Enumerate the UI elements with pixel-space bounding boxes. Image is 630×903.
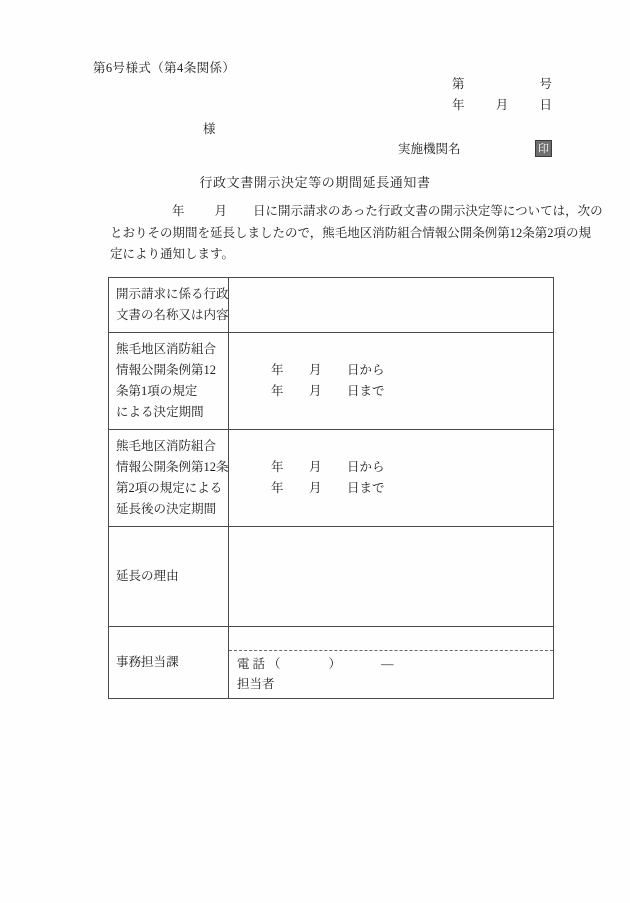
period-to-day: 日まで — [347, 384, 385, 398]
period-from-day: 日から — [347, 363, 385, 377]
label-line: 条第1項の規定 — [116, 384, 198, 398]
contact-details — [229, 651, 553, 698]
number-prefix: 第 — [452, 77, 465, 91]
telephone-dash: — — [381, 657, 394, 671]
period-to-month: 月 — [309, 384, 322, 398]
label-line: 情報公開条例第12条 — [116, 460, 229, 474]
row-label-document-name — [109, 278, 229, 333]
label-line: 熊毛地区消防組合 — [116, 342, 217, 356]
issuer-line — [398, 139, 552, 157]
form-number: 第6号様式（第4条関係） — [93, 61, 236, 75]
document-date-line — [452, 95, 552, 113]
number-suffix: 号 — [539, 77, 552, 91]
document-number-line — [452, 74, 552, 92]
telephone-label: 電話 — [237, 657, 269, 671]
row-label-original-period — [109, 333, 229, 430]
label-line: 開示請求に係る行政 — [116, 287, 229, 301]
row-value-contact[interactable] — [229, 627, 554, 699]
period-from-line — [229, 360, 553, 381]
row-value-original-period[interactable] — [229, 333, 554, 430]
row-label-contact — [109, 627, 229, 699]
contact-department-blank[interactable] — [229, 627, 553, 651]
period-from-month: 月 — [309, 460, 322, 474]
body-year: 年 — [172, 204, 185, 218]
period-from-month: 月 — [309, 363, 322, 377]
page-title: 行政文書開示決定等の期間延長通知書 — [199, 175, 431, 190]
period-to-line — [229, 478, 553, 499]
body-line-3: 定により通知します。 — [110, 247, 235, 261]
table-row — [109, 430, 554, 527]
date-day: 日 — [539, 98, 552, 112]
date-month: 月 — [495, 98, 509, 112]
body-paragraph — [110, 201, 603, 266]
period-from-line — [229, 457, 553, 478]
seal-icon: 印 — [535, 140, 552, 157]
label-line: 延長後の決定期間 — [116, 502, 217, 516]
period-from-day: 日から — [347, 460, 385, 474]
body-line-1 — [110, 201, 603, 223]
row-value-reason[interactable] — [229, 527, 554, 627]
row-label-reason — [109, 527, 229, 627]
period-to-year: 年 — [271, 481, 284, 495]
addressee-honorific: 様 — [203, 122, 216, 136]
table-row — [109, 278, 554, 333]
body-line-1-rest: 日に開示請求のあった行政文書の開示決定等については，次の — [253, 204, 603, 218]
label-line: 熊毛地区消防組合 — [116, 439, 217, 453]
issuer-label: 実施機関名 — [398, 142, 461, 156]
label-line: による決定期間 — [116, 405, 204, 419]
table-row — [109, 333, 554, 430]
paren-close: ） — [328, 657, 342, 671]
row-value-document-name[interactable] — [229, 278, 554, 333]
row-value-extended-period[interactable] — [229, 430, 554, 527]
body-month: 月 — [214, 204, 228, 218]
row-label-extended-period — [109, 430, 229, 527]
telephone-line — [237, 654, 553, 674]
period-to-year: 年 — [271, 384, 284, 398]
table-row — [109, 527, 554, 627]
label-line: 文書の名称又は内容 — [116, 308, 229, 322]
label-line: 情報公開条例第12 — [116, 363, 217, 377]
label-line: 延長の理由 — [116, 569, 179, 583]
period-to-day: 日まで — [347, 481, 385, 495]
person-in-charge-label: 担当者 — [237, 677, 275, 691]
date-year: 年 — [452, 98, 465, 112]
label-line: 第2項の規定による — [116, 481, 223, 495]
label-line: 事務担当課 — [116, 655, 179, 669]
notification-table — [108, 277, 554, 699]
body-line-2: とおりその期間を延長しましたので，熊毛地区消防組合情報公開条例第12条第2項の規 — [110, 225, 592, 240]
period-from-year: 年 — [271, 363, 284, 377]
period-from-year: 年 — [271, 460, 284, 474]
table-row — [109, 627, 554, 699]
period-to-line — [229, 381, 553, 402]
period-to-month: 月 — [309, 481, 322, 495]
paren-open: （ — [268, 657, 281, 671]
